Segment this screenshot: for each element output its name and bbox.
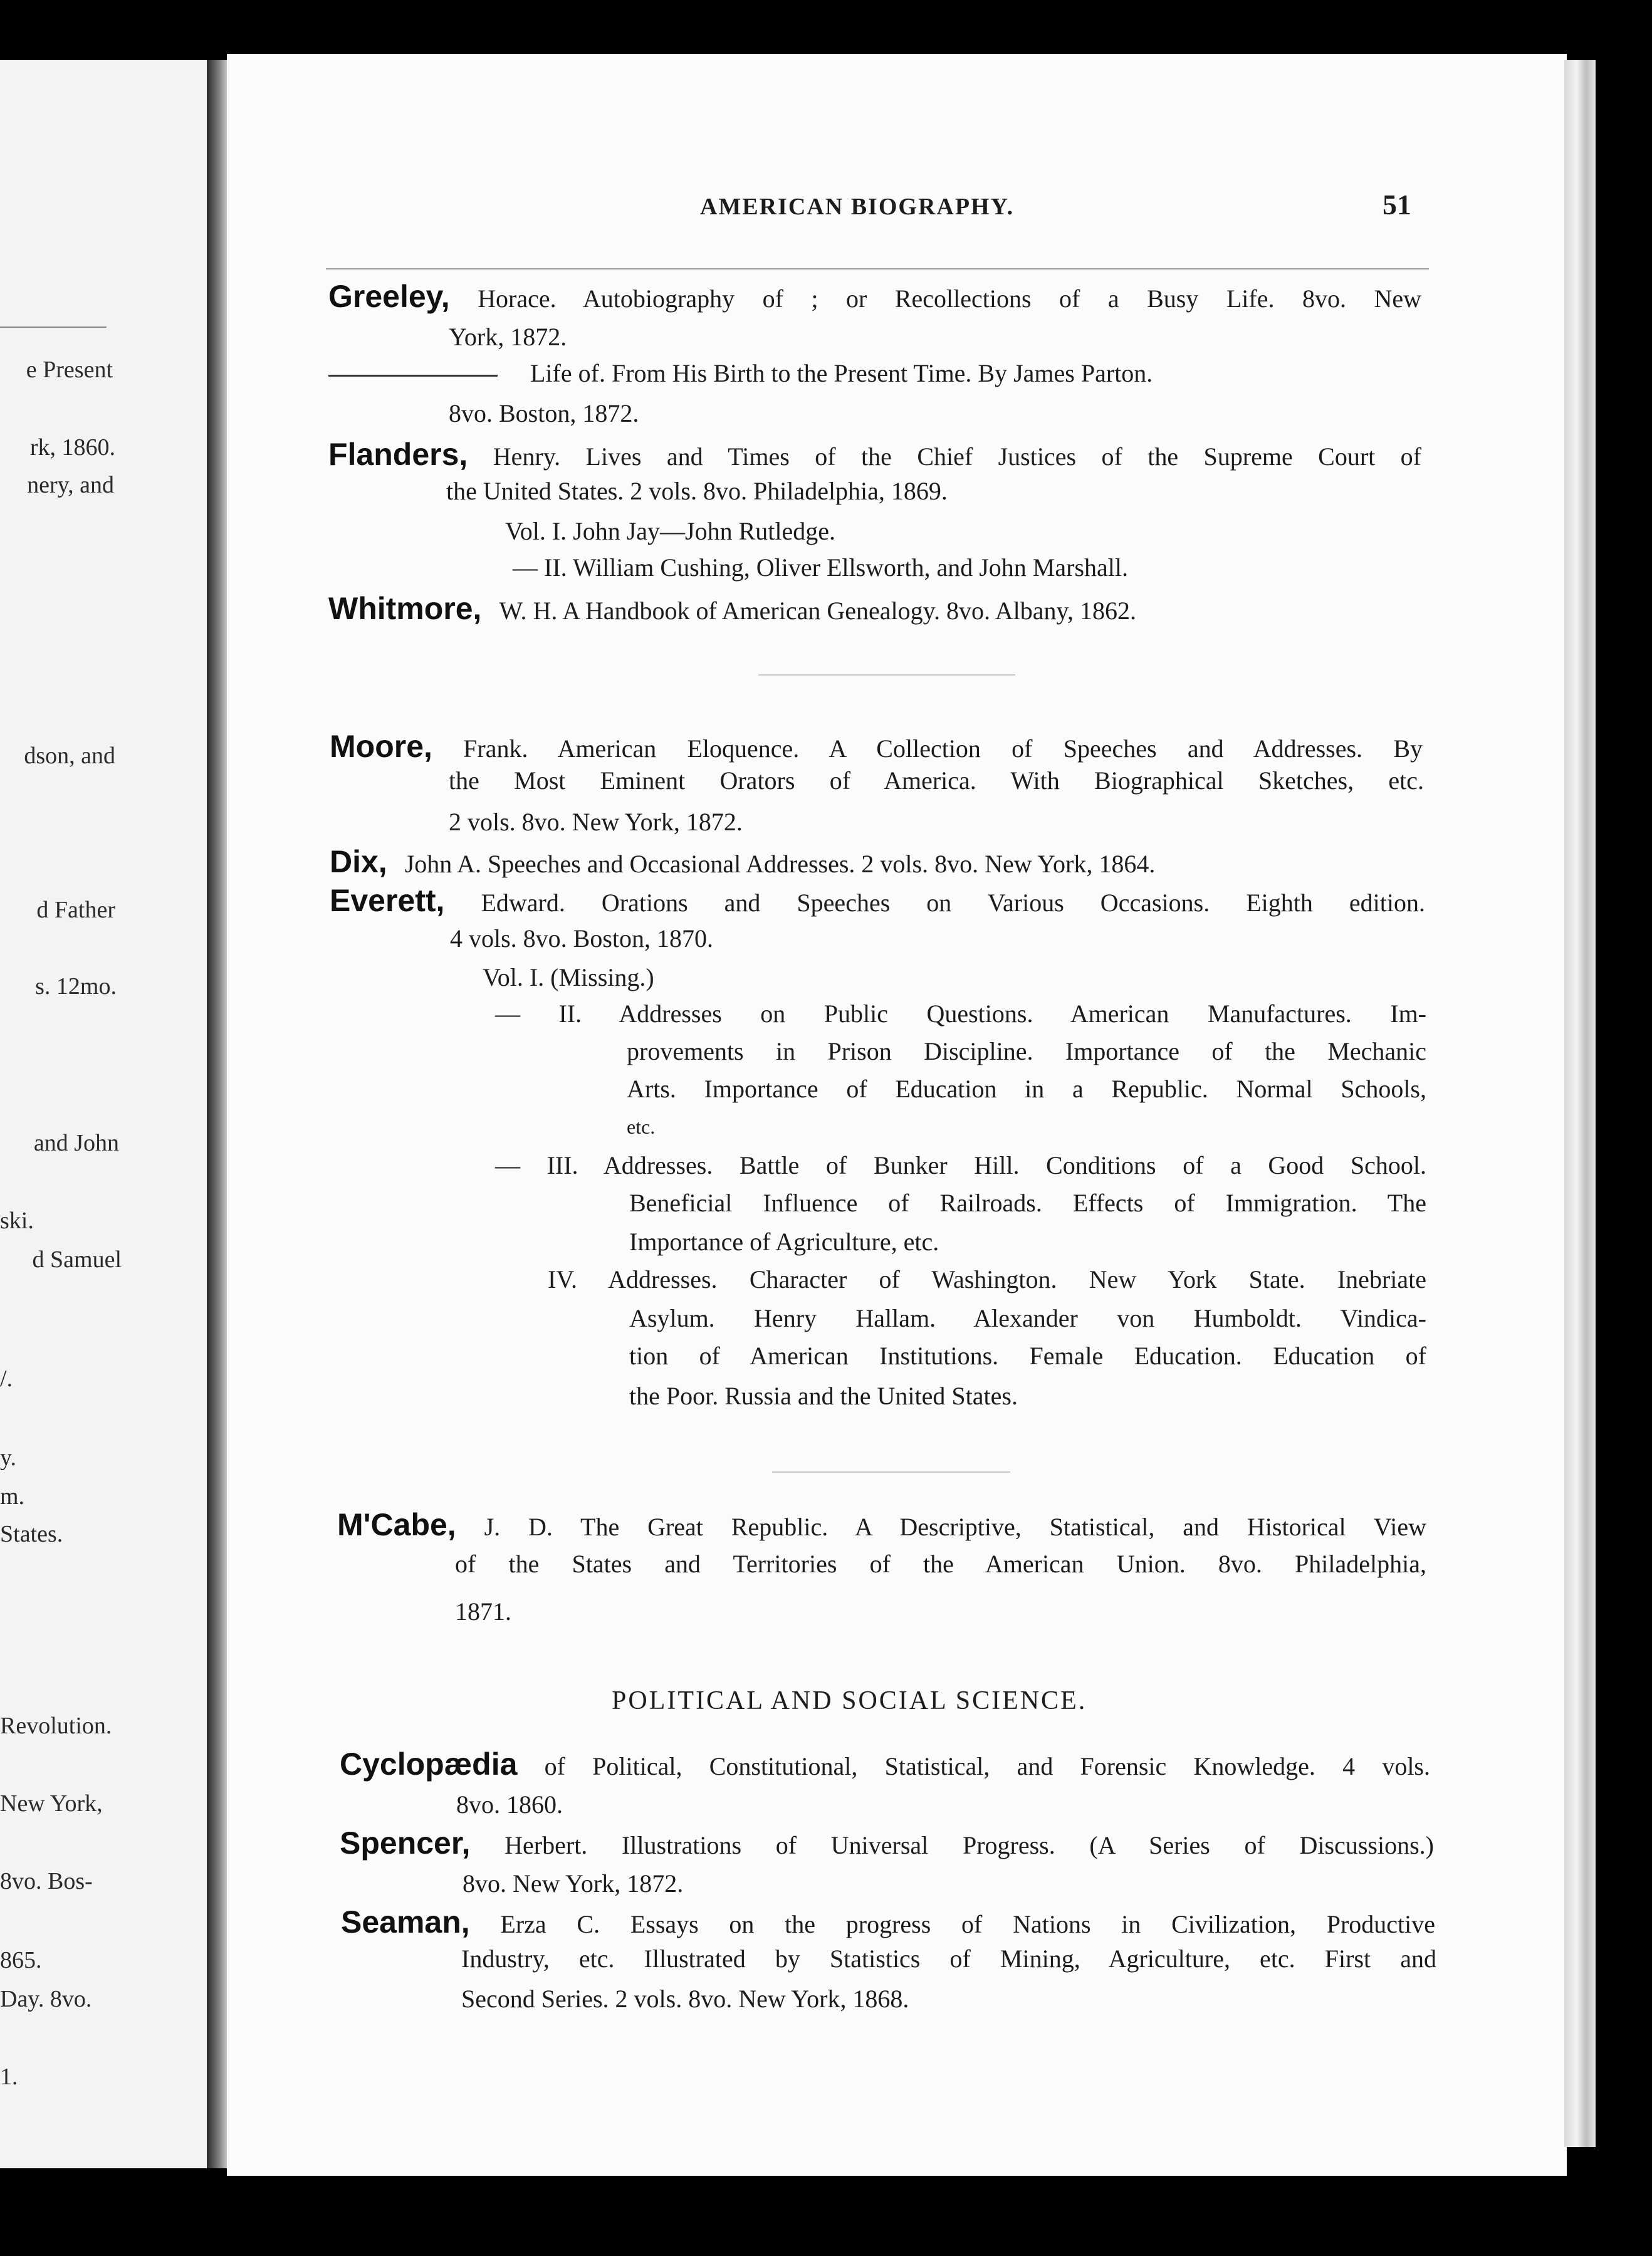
volume-line: Vol. I. John Jay—John Rutledge. [505,517,836,545]
facing-page-fragment: s. 12mo. [35,973,117,1000]
entry-text-continued: the United States. 2 vols. 8vo. Philadelphia, 1869. [446,477,948,505]
entry-text: Erza C. Essays on the progress of Nations in Civilization, Productive [500,1910,1435,1938]
entry-heading: Spencer, [340,1825,471,1861]
facing-page-fragment: /. [0,1366,13,1392]
entry-everett [330,882,1425,919]
facing-page-fragment: Revolution. [0,1713,112,1739]
volume-line-continued: Asylum. Henry Hallam. Alexander von Humboldt. Vindica- [629,1304,1426,1332]
entry-text-continued: of the States and Territories of the American Union. 8vo. Philadelphia, [455,1550,1426,1578]
running-title: AMERICAN BIOGRAPHY. [700,194,1015,220]
facing-page-fragment: New York, [0,1790,103,1817]
volume-line: Vol. I. (Missing.) [483,963,654,991]
entry-text: of Political, Constitutional, Statistical, and Forensic Knowledge. 4 vols. [544,1752,1431,1780]
entry-text-continued: 1871. [455,1597,511,1626]
entry-heading: Cyclopædia [340,1747,518,1782]
entry-text: Henry. Lives and Times of the Chief Justices of the Supreme Court of [493,442,1422,471]
volume-line-continued: tion of American Institutions. Female Education. Education of [629,1342,1426,1370]
facing-page-fragment: 865. [0,1947,42,1973]
volume-line: — II. William Cushing, Oliver Ellsworth, and John Marshall. [513,553,1128,582]
section-heading: POLITICAL AND SOCIAL SCIENCE. [612,1686,1087,1715]
facing-page-fragment: and John [33,1130,119,1156]
facing-page-fragment: d Father [36,897,115,923]
entry-flanders [328,436,1421,473]
entry-text: W. H. A Handbook of American Genealogy. 8vo. Albany, 1862. [499,597,1136,625]
page-edge [1564,60,1596,2147]
facing-page-fragment: dson, and [24,743,115,769]
entry-text: Horace. Autobiography of ; or Recollections of a Busy Life. 8vo. New [478,285,1421,313]
entry-heading: Greeley, [328,279,450,314]
volume-line: — III. Addresses. Battle of Bunker Hill. Conditions of a Good School. [495,1151,1426,1179]
facing-page-fragment: m. [0,1483,25,1510]
ditto-rule [328,375,498,377]
entry-text-continued: Second Series. 2 vols. 8vo. New York, 1868. [461,1985,909,2013]
entry-greeley-life [328,358,1421,388]
facing-page-fragment: e Present [26,357,113,383]
entry-heading: Flanders, [328,437,468,472]
facing-page-fragment: y. [0,1444,17,1471]
facing-page-fragment: nery, and [27,472,114,498]
facing-page-fragment: Day. 8vo. [0,1986,92,2012]
facing-page-rule [0,326,107,328]
entry-text: Edward. Orations and Speeches on Various Occasions. Eighth edition. [481,889,1425,917]
facing-page-fragment: 8vo. Bos- [0,1868,93,1894]
facing-page-fragment: rk, 1860. [29,434,115,461]
entry-greeley [328,278,1421,315]
volume-line-continued: Arts. Importance of Education in a Republic. Normal Schools, [627,1075,1426,1103]
facing-page-fragment: ski. [0,1208,34,1234]
entry-text: Herbert. Illustrations of Universal Progress. (A Series of Discussions.) [504,1831,1434,1859]
entry-heading: Seaman, [341,1904,470,1940]
facing-page-fragment: d Samuel [32,1246,122,1273]
entry-text: John A. Speeches and Occasional Addresses. 2 vols. 8vo. New York, 1864. [404,850,1156,878]
volume-line-continued: etc. [627,1115,656,1138]
section-separator [758,674,1015,676]
entry-heading: M'Cabe, [337,1507,456,1542]
entry-heading: Everett, [330,883,445,918]
book-spine [207,60,228,2168]
page-number: 51 [1383,189,1411,221]
volume-line-continued: provements in Prison Discipline. Importance of the Mechanic [627,1037,1426,1065]
entry-seaman [341,1904,1435,1940]
entry-text-continued: 4 vols. 8vo. Boston, 1870. [450,924,714,953]
entry-cyclopaedia [340,1746,1430,1782]
entry-text-continued: 2 vols. 8vo. New York, 1872. [449,808,743,836]
entry-text: Life of. From His Birth to the Present Time. By James Parton. [530,359,1153,387]
section-separator [772,1471,1010,1473]
entry-text-continued: Industry, etc. Illustrated by Statistics of Mining, Agriculture, etc. First and [461,1945,1436,1973]
volume-line-continued: Beneficial Influence of Railroads. Effects of Immigration. The [629,1189,1426,1217]
entry-whitmore [328,590,1136,627]
entry-mccabe [337,1507,1426,1543]
entry-text-continued: 8vo. 1860. [456,1790,563,1819]
entry-text-continued: York, 1872. [449,323,567,351]
entry-moore [330,728,1423,765]
entry-text: J. D. The Great Republic. A Descriptive, Statistical, and Historical View [484,1513,1427,1541]
entry-text: Frank. American Eloquence. A Collection of Speeches and Addresses. By [463,734,1423,763]
header-rule [326,268,1429,269]
volume-line-continued: the Poor. Russia and the United States. [629,1382,1018,1410]
facing-page-left [0,60,211,2168]
entry-heading: Moore, [330,729,432,764]
entry-spencer [340,1825,1434,1861]
entry-text-continued: 8vo. Boston, 1872. [449,399,639,427]
facing-page-fragment: States. [0,1521,63,1547]
entry-text-continued: 8vo. New York, 1872. [463,1869,684,1898]
entry-heading: Dix, [330,844,387,879]
entry-dix [330,843,1155,880]
facing-page-fragment: 1. [0,2064,18,2090]
volume-line-continued: Importance of Agriculture, etc. [629,1228,939,1256]
entry-heading: Whitmore, [328,591,482,626]
volume-line: — II. Addresses on Public Questions. American Manufactures. Im- [495,1000,1426,1028]
volume-line: IV. Addresses. Character of Washington. New York State. Inebriate [548,1265,1426,1293]
entry-text-continued: the Most Eminent Orators of America. With Biographical Sketches, etc. [449,766,1424,795]
